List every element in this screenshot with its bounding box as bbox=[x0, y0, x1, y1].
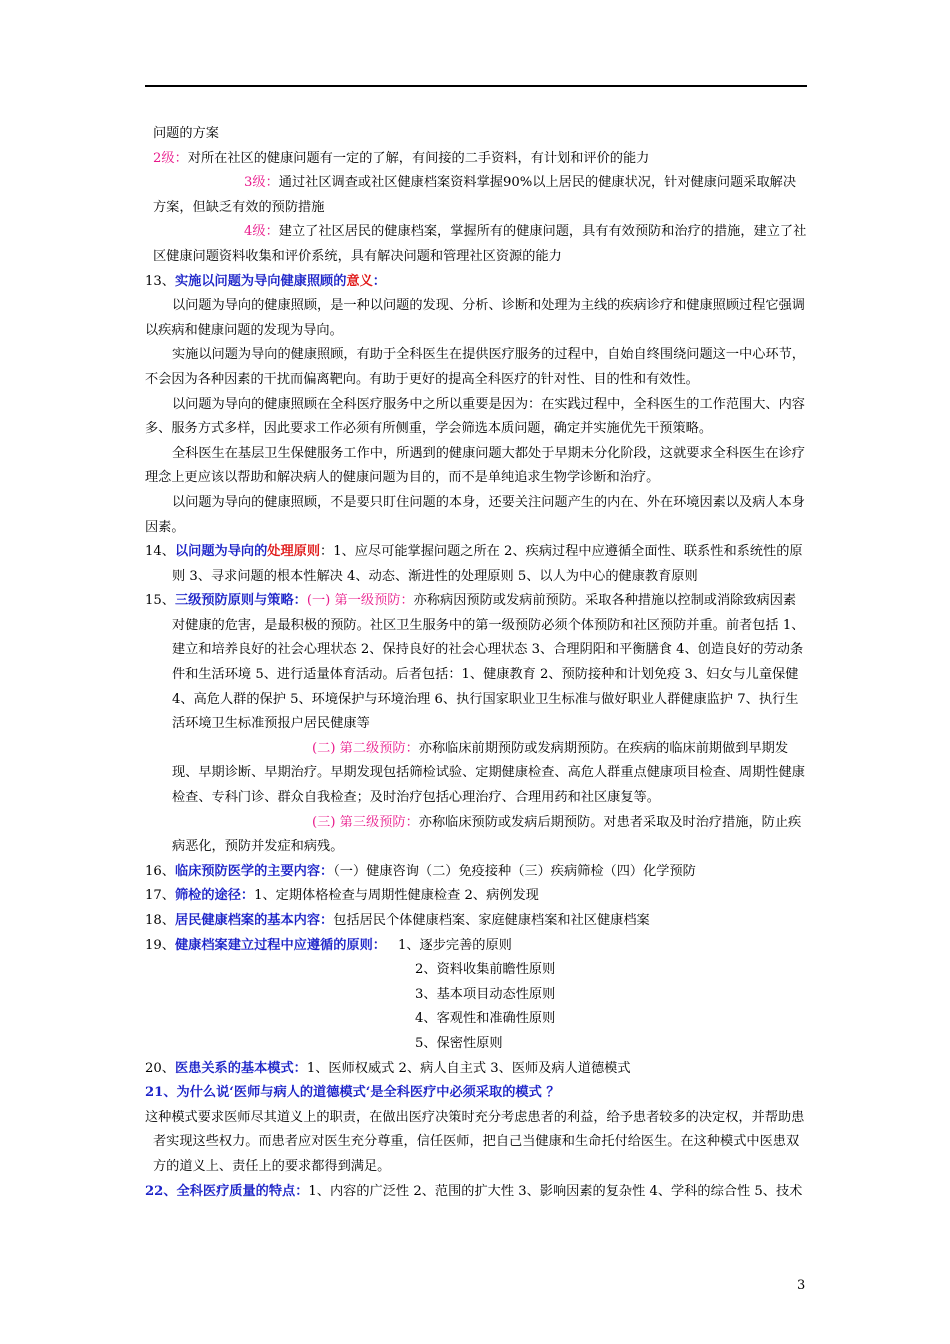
section-text: 1、内容的广泛性 2、范围的扩大性 3、影响因素的复杂性 4、学科的综合性 5、技术 bbox=[308, 1183, 803, 1199]
section-title: 医患关系的基本模式： bbox=[174, 1060, 307, 1076]
section-number: 18、 bbox=[145, 913, 175, 928]
section-text: 包括居民个体健康档案、家庭健康档案和社区健康档案 bbox=[333, 913, 650, 928]
level-text: 建立了社区居民的健康档案，掌握所有的健康问题，具有有效预防和治疗的措施，建立了社区健康问题资料收集和评价系统，具有解决问题和管理社区资源的能力 bbox=[153, 224, 807, 264]
section-title: 以问题为导向的 bbox=[174, 544, 268, 560]
section-17 bbox=[145, 884, 809, 909]
principle-item: 4、客观性和准确性原则 bbox=[415, 1011, 556, 1027]
header-rule bbox=[145, 85, 807, 87]
section-22 bbox=[145, 1180, 809, 1205]
section-title: 筛检的途径： bbox=[174, 888, 255, 904]
page-number: 3 bbox=[797, 1278, 806, 1293]
section-title-emphasis: 处理原则 bbox=[267, 544, 321, 560]
level-label: 4级： bbox=[244, 224, 279, 240]
section-15 bbox=[145, 589, 809, 737]
section-number: 15、 bbox=[145, 593, 175, 609]
section-title: 健康档案建立过程中应遵循的原则： bbox=[174, 937, 386, 953]
section-number: 20、 bbox=[145, 1060, 175, 1076]
document-body bbox=[145, 122, 809, 1204]
section-21-heading bbox=[145, 1081, 809, 1106]
section-19 bbox=[145, 934, 809, 959]
prevention-level-3 bbox=[145, 811, 809, 860]
level-3 bbox=[145, 171, 809, 220]
section-number: 17、 bbox=[145, 888, 175, 904]
section-21-text: 这种模式要求医师尽其道义上的职责，在做出医疗决策时充分考虑患者的利益，给予患者较多的决定权，并帮助患者实现这些权力。而患者应对医生充分尊重，信任医师，把自己当健康和生命托付给医生。在这种模式中医患双方的道义上、责任上的要求都得到满足。 bbox=[145, 1109, 805, 1174]
section-number: 21、 bbox=[145, 1085, 177, 1101]
level-text: 对所在社区的健康问题有一定的了解，有间接的二手资料，有计划和评价的能力 bbox=[187, 150, 650, 166]
level-label: 3级： bbox=[244, 175, 279, 191]
prevention-level-label: (一) 第一级预防： bbox=[306, 593, 414, 609]
section-14 bbox=[145, 540, 809, 589]
section-title: 临床预防医学的主要内容： bbox=[174, 863, 334, 879]
principle-item: 1、逐步完善的原则 bbox=[397, 937, 512, 953]
paragraph: 实施以问题为导向的健康照顾，有助于全科医生在提供医疗服务的过程中，自始自终围绕问题这一中心环节，不会因为各种因素的干扰而偏离靶向。有助于更好的提高全科医疗的针对性、目的性和有效性。 bbox=[145, 347, 805, 387]
section-20 bbox=[145, 1057, 809, 1082]
prevention-level-text: 亦称临床前期预防或发病期预防。在疾病的临床前期做到早期发现、早期诊断、早期治疗。早期发现包括筛检试验、定期健康检查、高危人群重点健康项目检查、周期性健康检查、专科门诊、群众自我检查；及时治疗包括心理治疗、合理用药和社区康复等。 bbox=[172, 740, 805, 806]
paragraph: 以问题为导向的健康照顾，不是要只盯住问题的本身，还要关注问题产生的内在、外在环境因素以及病人本身因素。 bbox=[145, 494, 805, 535]
section-number: 16、 bbox=[145, 863, 175, 879]
section-title: 为什么说‘医师与病人的道德模式‘是全科医疗中必须采取的模式 ？ bbox=[176, 1085, 560, 1101]
section-title: 居民健康档案的基本内容： bbox=[174, 913, 334, 928]
section-text: ：1、应尽可能掌握问题之所在 2、疾病过程中应遵循全面性、联系性和系统性的原则 3、寻求问题的根本性解决 4、动态、渐进性的处理原则 5、以人为中心的健康教育原则 bbox=[172, 544, 803, 584]
section-number: 13、 bbox=[145, 273, 175, 289]
section-title: 全科医疗质量的特点： bbox=[176, 1183, 309, 1199]
paragraph: 以问题为导向的健康照顾在全科医疗服务中之所以重要是因为：在实践过程中，全科医生的工作范围大、内容多、服务方式多样，因此要求工作必须有所侧重，学会筛选本质问题，确定并实施优先干预策略。 bbox=[145, 396, 805, 437]
section-13-heading bbox=[145, 270, 809, 295]
section-number: 14、 bbox=[145, 544, 175, 560]
principle-item: 3、基本项目动态性原则 bbox=[415, 986, 556, 1002]
prevention-level-text: 亦称临床预防或发病后期预防。对患者采取及时治疗措施，防止疾病恶化，预防并发症和病残。 bbox=[172, 814, 802, 855]
section-text: 1、医师权威式 2、病人自主式 3、医师及病人道德模式 bbox=[306, 1060, 631, 1076]
principle-item: 5、保密性原则 bbox=[415, 1035, 503, 1051]
level-4 bbox=[145, 220, 809, 269]
prevention-level-label: (三) 第三级预防： bbox=[312, 814, 419, 830]
section-16 bbox=[145, 860, 809, 885]
intro-line: 问题的方案 bbox=[153, 126, 219, 141]
section-colon: ： bbox=[372, 273, 386, 289]
section-title: 三级预防原则与策略： bbox=[174, 593, 307, 609]
principle-item: 2、资料收集前瞻性原则 bbox=[415, 962, 556, 978]
prevention-level-2 bbox=[145, 737, 809, 811]
level-2 bbox=[145, 147, 809, 172]
section-text: 1、定期体格检查与周期性健康检查 2、病例发现 bbox=[254, 888, 539, 904]
section-text: （一）健康咨询（二）免疫接种（三）疾病筛检（四）化学预防 bbox=[333, 863, 696, 879]
section-title: 实施以问题为导向健康照顾的 bbox=[174, 273, 347, 289]
prevention-level-text: 亦称病因预防或发病前预防。采取各种措施以控制或消除致病因素对健康的危害，是最积极的预防。社区卫生服务中的第一级预防必须个体预防和社区预防并重。前者包括 1、建立和培养良好的社会心理状态 2、保持良好的社会心理状态 3、合理阴阳和平衡膳食 4、创造良好的劳动条件和生活环境 5、进行适量体育活动。后者包括：1、健康教育 2、预防接种和计划免疫 3、妇女与儿童保健 4、高危人群的保护 5、环境保护与环境治理 6、执行国家职业卫生标准与做好职业人群健康监护 7、执行生活环境卫生标准预报户居民健康等 bbox=[172, 593, 805, 732]
section-number: 19、 bbox=[145, 937, 175, 953]
level-text: 通过社区调查或社区健康档案资料掌握90%以上居民的健康状况，针对健康问题采取解决方案，但缺乏有效的预防措施 bbox=[153, 175, 797, 215]
level-label: 2级： bbox=[153, 150, 188, 166]
paragraph: 全科医生在基层卫生保健服务工作中，所遇到的健康问题大都处于早期未分化阶段，这就要求全科医生在诊疗理念上更应该以帮助和解决病人的健康问题为目的，而不是单纯追求生物学诊断和治疗。 bbox=[145, 445, 805, 486]
section-18 bbox=[145, 909, 809, 934]
prevention-level-label: (二) 第二级预防： bbox=[312, 740, 419, 756]
section-number: 22、 bbox=[145, 1183, 177, 1199]
section-title-emphasis: 意义 bbox=[346, 273, 373, 289]
paragraph: 以问题为导向的健康照顾，是一种以问题的发现、分析、诊断和处理为主线的疾病诊疗和健康照顾过程它强调以疾病和健康问题的发现为导向。 bbox=[145, 298, 805, 338]
